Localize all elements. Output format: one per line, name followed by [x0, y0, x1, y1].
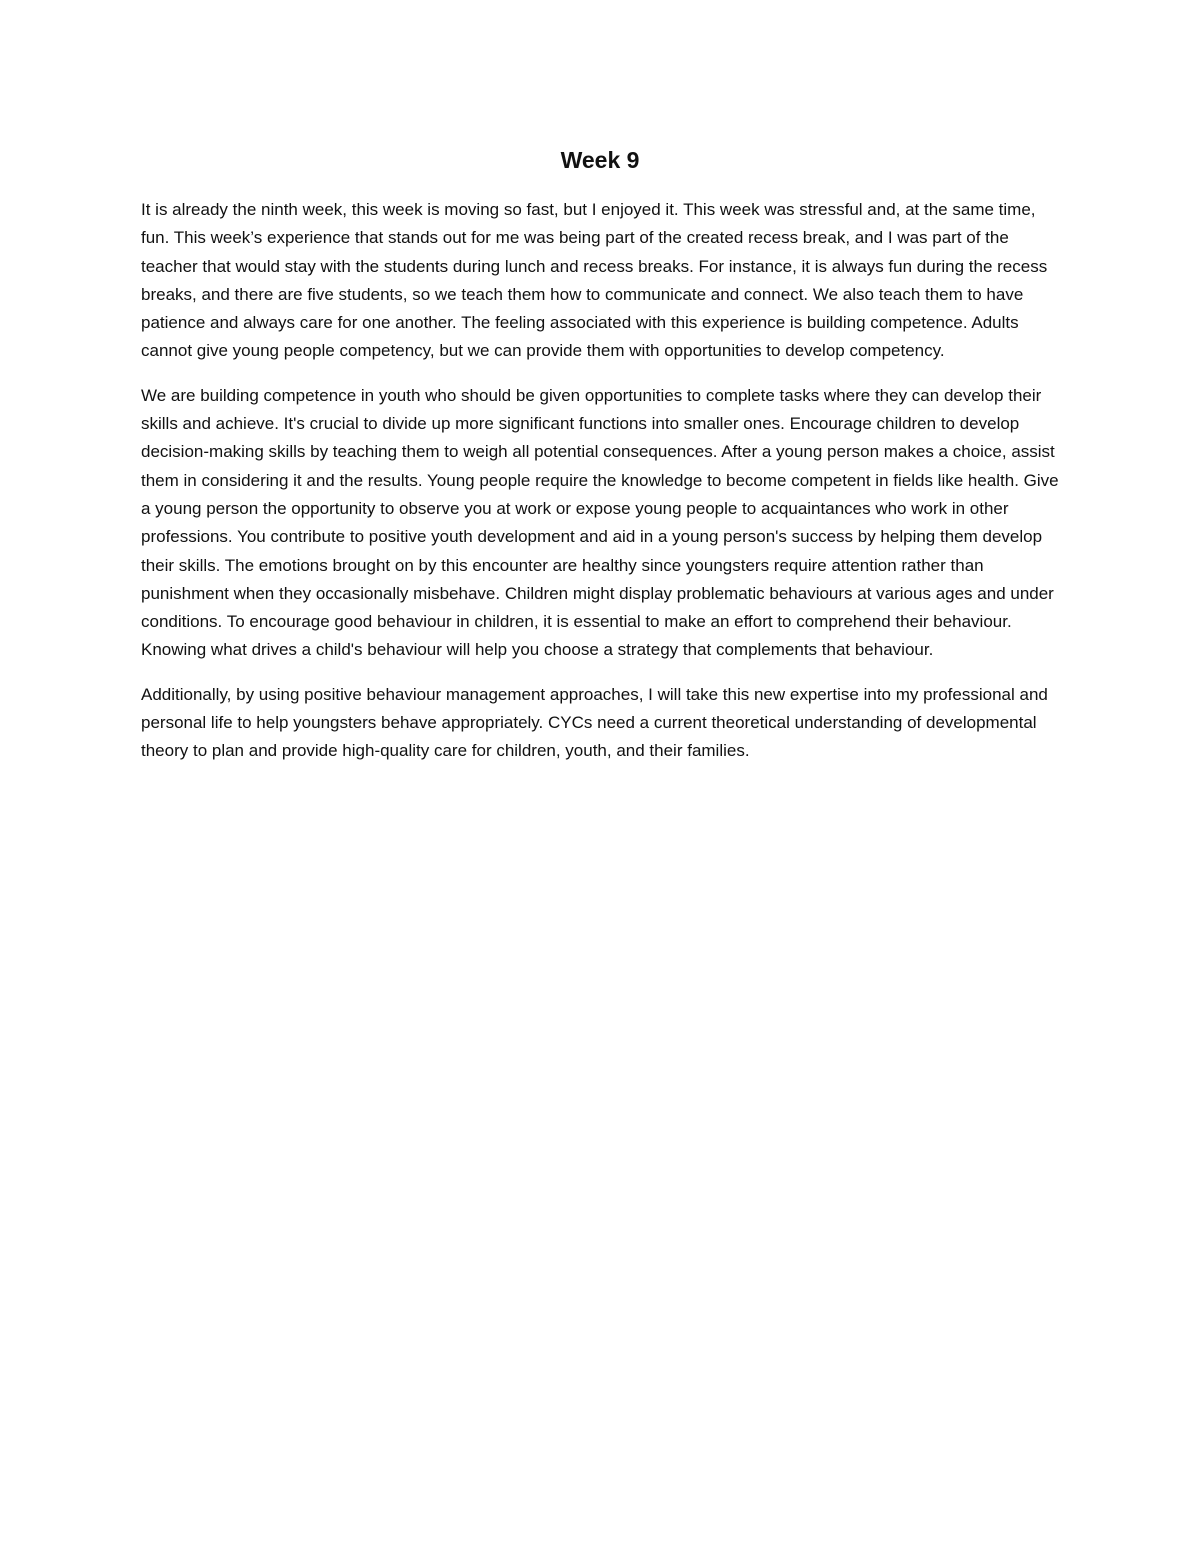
- paragraph-2: We are building competence in youth who should be given opportunities to complete tasks where they can develop their skills and achieve. It's crucial to divide up more significant functions into smaller ones. Encourage children to develop decision-making skills by teaching them to weigh all potential consequences. After a young person makes a choice, assist them in considering it and the results. Young people require the knowledge to become competent in fields like health. Give a young person the opportunity to observe you at work or expose young people to acquaintances who work in other professions. You contribute to positive youth development and aid in a young person's success by helping them develop their skills. The emotions brought on by this encounter are healthy since youngsters require attention rather than punishment when they occasionally misbehave. Children might display problematic behaviours at various ages and under conditions. To encourage good behaviour in children, it is essential to make an effort to comprehend their behaviour. Knowing what drives a child's behaviour will help you choose a strategy that complements that behaviour.: [141, 385, 1059, 660]
- paragraph-3: Additionally, by using positive behaviour management approaches, I will take this new expertise into my professional and personal life to help youngsters behave appropriately. CYCs need a current theoretical understanding of developmental theory to plan and provide high-quality care for children, youth, and their families.: [141, 684, 1048, 761]
- document-body: [141, 196, 1063, 782]
- document-title: Week 9: [560, 147, 640, 173]
- paragraph-1: It is already the ninth week, this week is moving so fast, but I enjoyed it. This week was stressful and, at the same time, fun. This week’s experience that stands out for me was being part of the created recess break, and I was part of the teacher that would stay with the students during lunch and recess breaks. For instance, it is always fun during the recess breaks, and there are five students, so we teach them how to communicate and connect. We also teach them to have patience and always care for one another. The feeling associated with this experience is building competence. Adults cannot give young people competency, but we can provide them with opportunities to develop competency.: [141, 200, 1048, 361]
